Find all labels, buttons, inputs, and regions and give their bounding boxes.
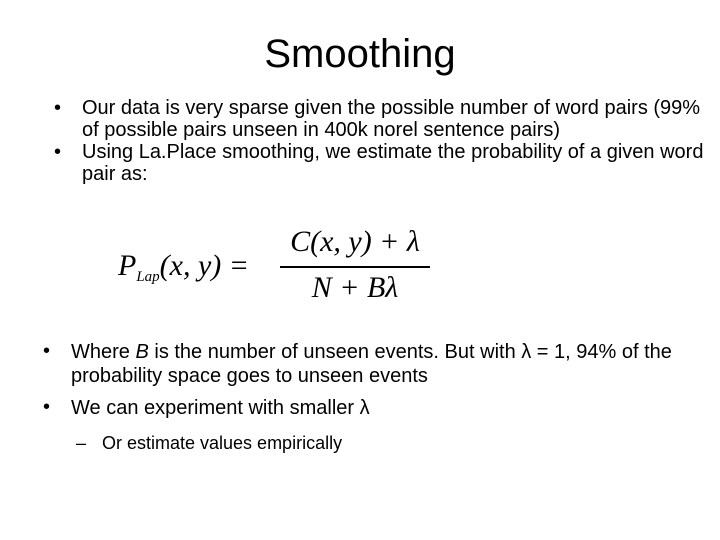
sub-bullet-list xyxy=(76,432,343,454)
bullet-unseen-events xyxy=(43,340,711,388)
formula-denominator xyxy=(280,271,430,305)
bullet-sparse-data xyxy=(54,97,712,141)
bullet-text: We can experiment with smaller λ xyxy=(71,397,370,419)
formula-args: (x, y) = xyxy=(159,249,250,282)
bullet-smaller-lambda xyxy=(43,396,711,420)
bullet-text: Using La.Place smoothing, we estimate the probability of a given word pair as: xyxy=(82,141,704,185)
bottom-bullet-list xyxy=(43,340,711,428)
bullet-icon: • xyxy=(54,141,62,163)
bullet-text-post: is the number of unseen events. But with λ = 1, 94% of the probability space goes to unseen events xyxy=(71,341,672,387)
formula-p: P xyxy=(118,249,137,282)
formula-lhs xyxy=(118,249,249,283)
bullet-icon: • xyxy=(43,340,51,362)
bullet-var: B xyxy=(135,341,149,363)
laplace-formula xyxy=(118,225,438,310)
dash-icon: – xyxy=(76,433,87,453)
sub-bullet-empirical xyxy=(76,432,343,454)
slide-title: Smoothing xyxy=(264,32,456,76)
bullet-text: Our data is very sparse given the possible number of word pairs (99% of possible pairs unseen in 400k norel sentence pairs) xyxy=(82,97,701,141)
sub-bullet-text: Or estimate values empirically xyxy=(102,433,343,453)
bullet-laplace xyxy=(54,141,712,185)
bullet-icon: • xyxy=(54,97,62,119)
numerator-text: C(x, y) + λ xyxy=(290,225,420,258)
bullet-icon: • xyxy=(43,396,51,418)
formula-subscript: Lap xyxy=(136,269,160,285)
bullet-text-pre: Where xyxy=(71,341,136,363)
formula-numerator xyxy=(280,225,430,259)
fraction-bar xyxy=(280,266,430,268)
denominator-text: N + Bλ xyxy=(311,271,399,304)
top-bullet-list xyxy=(54,97,712,185)
